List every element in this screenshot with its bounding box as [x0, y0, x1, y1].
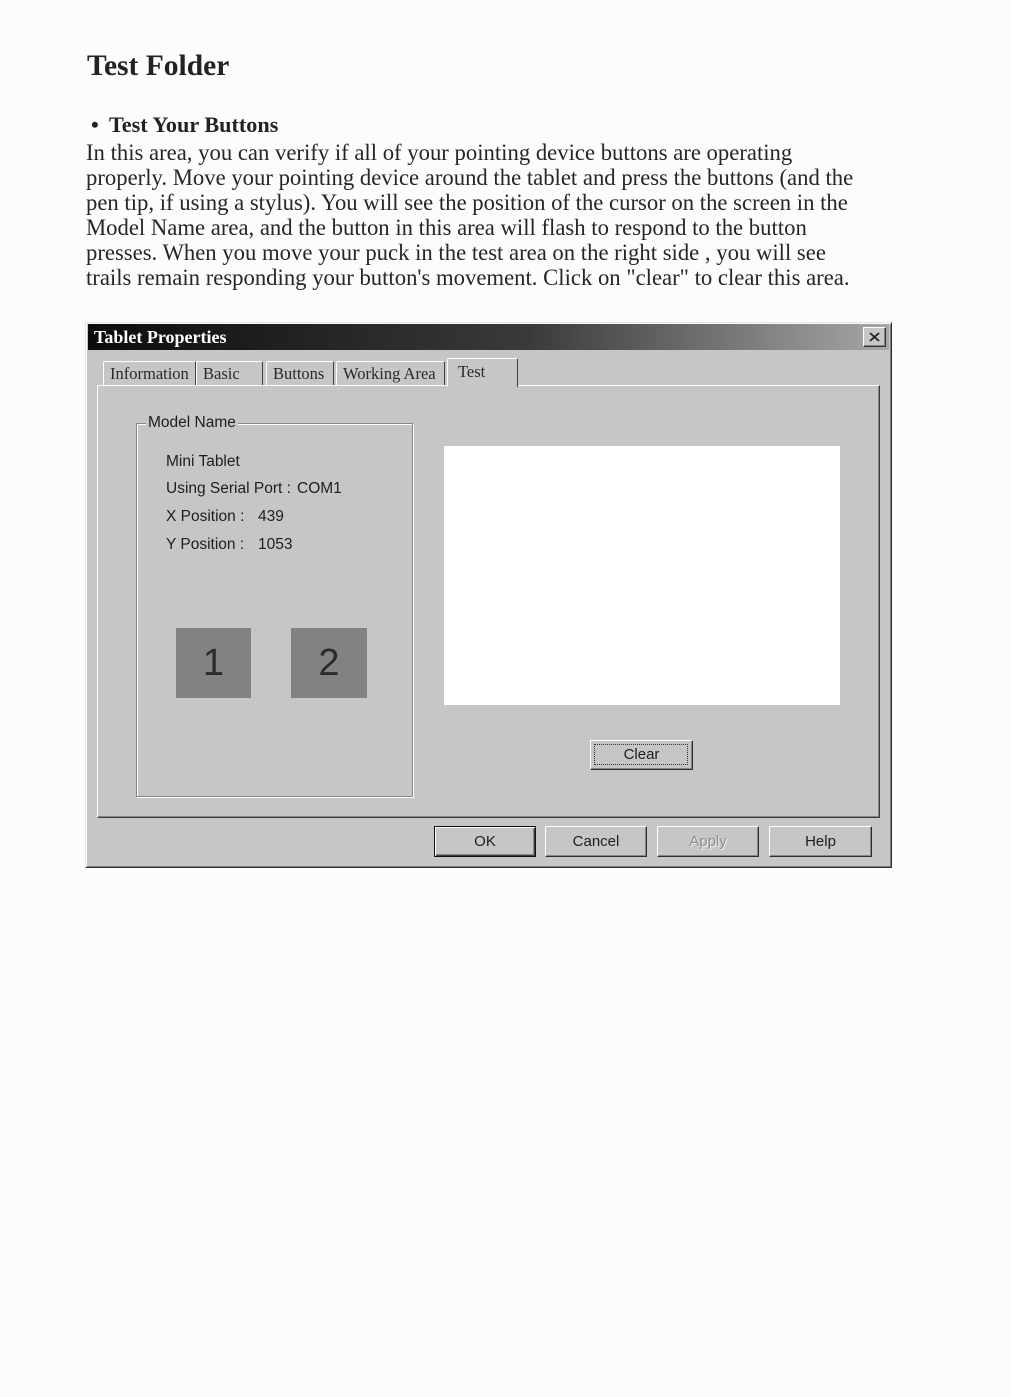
model-name-value: Mini Tablet: [166, 453, 240, 470]
clear-button-label: Clear: [623, 746, 660, 763]
model-name-group: [136, 414, 413, 797]
x-position-value: 439: [258, 508, 284, 525]
tab-working-area[interactable]: Working Area: [336, 361, 445, 385]
x-position-row: [166, 507, 396, 527]
test-drawing-area[interactable]: [444, 446, 840, 705]
tab-basic[interactable]: Basic: [196, 361, 263, 385]
y-position-value: 1053: [258, 536, 293, 553]
model-name-row: [166, 452, 396, 472]
dialog-title: Tablet Properties: [94, 327, 227, 347]
tab-buttons[interactable]: Buttons: [266, 361, 334, 385]
paragraph-line: pen tip, if using a stylus). You will see the position of the cursor on the screen in the: [86, 190, 848, 215]
clear-button[interactable]: [590, 740, 693, 770]
paragraph-line: properly. Move your pointing device around the tablet and press the buttons (and the: [86, 165, 854, 190]
group-legend: Model Name: [148, 414, 236, 431]
section-title: Test Your Buttons: [109, 112, 279, 137]
y-position-row: [166, 535, 396, 555]
paragraph-line: presses. When you move your puck in the test area on the right side , you will see: [86, 240, 826, 265]
x-position-label: X Position :: [166, 508, 245, 525]
description-paragraph: [86, 140, 853, 290]
tablet-properties-dialog: [85, 322, 892, 868]
focus-rectangle: [594, 744, 688, 765]
help-button[interactable]: Help: [769, 826, 872, 857]
dialog-title-bar[interactable]: [88, 324, 889, 350]
paragraph-line: In this area, you can verify if all of your pointing device buttons are operating: [86, 140, 793, 165]
paragraph-line: trails remain responding your button's movement. Click on "clear" to clear this area.: [86, 265, 850, 290]
serial-port-value: COM1: [297, 480, 342, 497]
section-heading: [91, 112, 278, 138]
ok-button[interactable]: OK: [434, 826, 536, 857]
tab-test[interactable]: Test: [447, 358, 518, 387]
cancel-button[interactable]: Cancel: [545, 826, 647, 857]
page-heading: Test Folder: [87, 50, 230, 82]
button-2-indicator: 2: [291, 628, 367, 698]
close-button[interactable]: [863, 327, 886, 347]
y-position-label: Y Position :: [166, 536, 245, 553]
test-tab-panel: [97, 385, 880, 818]
serial-port-label: Using Serial Port :: [166, 480, 291, 497]
apply-button: Apply: [657, 826, 759, 857]
button-1-indicator: 1: [176, 628, 251, 698]
paragraph-line: Model Name area, and the button in this area will flash to respond to the button: [86, 215, 807, 240]
bullet: •: [91, 112, 99, 137]
close-icon: [869, 332, 880, 342]
tab-information[interactable]: Information: [103, 361, 196, 385]
serial-port-row: [166, 479, 396, 499]
